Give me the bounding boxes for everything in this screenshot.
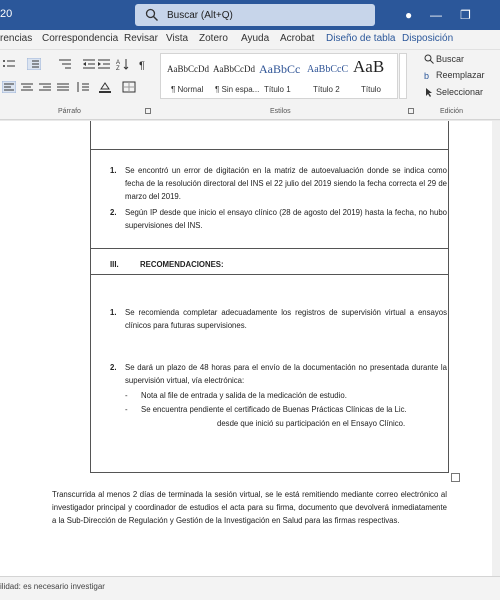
style-nospacing-preview[interactable]: AaBbCcDd xyxy=(213,64,255,74)
tab-referencias[interactable]: rencias xyxy=(0,33,33,44)
select-button[interactable]: Seleccionar xyxy=(436,87,484,97)
group-label-estilos: Estilos xyxy=(270,108,291,115)
list-item: Se encontró un error de digitación en la matriz de autoevaluación donde se indica como fecha de la resolución directoral del INS el 22 julio del 2019 siendo la fecha correcta el 29 de marzo del 2019. xyxy=(125,166,447,201)
section-number: III. xyxy=(110,260,119,269)
estilos-launcher-icon[interactable] xyxy=(408,108,414,114)
sub-list-continuation: desde que inició su participación en el Ensayo Clínico. xyxy=(217,419,406,428)
replace-button[interactable]: Reemplazar xyxy=(436,70,485,80)
borders-icon[interactable] xyxy=(122,81,136,93)
vertical-scrollbar[interactable] xyxy=(492,121,500,576)
bullets-icon[interactable] xyxy=(2,58,16,70)
maximize-button[interactable]: ❐ xyxy=(460,8,471,22)
tab-acrobat[interactable]: Acrobat xyxy=(280,33,315,44)
tab-vista[interactable]: Vista xyxy=(166,33,189,44)
decrease-indent-icon[interactable] xyxy=(82,58,96,70)
list-number: 1. xyxy=(110,166,117,175)
find-button[interactable]: Buscar xyxy=(436,54,465,64)
list-number: 2. xyxy=(110,208,117,217)
title-bar xyxy=(0,0,500,30)
document-title: 20 xyxy=(0,8,13,20)
group-label-parrafo: Párrafo xyxy=(58,108,81,115)
tab-disposicion[interactable]: Disposición xyxy=(402,33,454,44)
svg-text:A: A xyxy=(116,60,121,66)
multilevel-list-icon[interactable] xyxy=(58,58,72,70)
style-title-preview[interactable]: AaB xyxy=(353,57,385,76)
list-number: 1. xyxy=(110,308,117,317)
list-number: 2. xyxy=(110,363,117,372)
pilcrow-icon[interactable] xyxy=(136,58,150,70)
style-nospacing-name[interactable]: ¶ Sin espa... xyxy=(215,85,260,94)
style-heading2-name[interactable]: Título 2 xyxy=(313,85,340,94)
list-item: Se dará un plazo de 48 horas para el envío de la documentación no presentada durante la supervisión virtual, vía electrónica: xyxy=(125,363,447,385)
table-row-divider xyxy=(90,274,449,275)
sub-list-item: Se encuentra pendiente el certificado de Buenas Prácticas Clínicas de la Lic. xyxy=(141,405,407,414)
ribbon-tabs xyxy=(0,30,500,50)
line-spacing-icon[interactable] xyxy=(76,81,90,93)
replace-icon xyxy=(424,70,434,80)
search-box[interactable] xyxy=(135,4,375,26)
select-icon xyxy=(424,87,434,97)
ribbon xyxy=(0,50,500,120)
table-row-divider xyxy=(90,248,449,249)
styles-scroll[interactable] xyxy=(399,53,407,99)
style-heading1-preview[interactable]: AaBbCc xyxy=(259,62,301,76)
styles-gallery xyxy=(160,53,398,99)
group-label-edicion: Edición xyxy=(440,108,463,115)
align-left-icon[interactable] xyxy=(2,81,16,93)
table-row-divider xyxy=(90,149,449,150)
search-placeholder: Buscar (Alt+Q) xyxy=(167,9,233,21)
style-title-name[interactable]: Título xyxy=(361,85,382,94)
align-center-icon[interactable] xyxy=(20,81,34,93)
numbering-icon[interactable] xyxy=(27,58,41,70)
style-normal-preview[interactable]: AaBbCcDd xyxy=(167,64,209,74)
table-resize-handle[interactable] xyxy=(451,473,460,482)
align-right-icon[interactable] xyxy=(38,81,52,93)
list-item: Según IP desde que inicio el ensayo clínico (28 de agosto del 2019) hasta la fecha, no hubo supervisiones del INS. xyxy=(125,208,447,230)
svg-text:b: b xyxy=(424,71,430,80)
sub-list-item: Nota al file de entrada y salida de la medicación de estudio. xyxy=(141,391,347,400)
justify-icon[interactable] xyxy=(56,81,70,93)
style-heading2-preview[interactable]: AaBbCcC xyxy=(307,64,349,75)
dash-bullet: - xyxy=(125,391,128,400)
tab-zotero[interactable]: Zotero xyxy=(199,33,228,44)
svg-text:Z: Z xyxy=(116,66,120,70)
search-icon xyxy=(145,8,159,22)
status-bar xyxy=(0,576,500,600)
increase-indent-icon[interactable] xyxy=(97,58,111,70)
profile-icon[interactable]: ● xyxy=(405,8,413,22)
parrafo-launcher-icon[interactable] xyxy=(145,108,151,114)
svg-text:¶: ¶ xyxy=(139,60,145,70)
tab-diseno-de-tabla[interactable]: Diseño de tabla xyxy=(326,33,396,44)
minimize-button[interactable]: — xyxy=(430,8,442,22)
find-icon xyxy=(424,54,434,64)
section-title: RECOMENDACIONES: xyxy=(140,260,224,269)
accessibility-status[interactable]: ilidad: es necesario investigar xyxy=(0,582,105,591)
tab-revisar[interactable]: Revisar xyxy=(124,33,158,44)
dash-bullet: - xyxy=(125,405,128,414)
style-normal-name[interactable]: ¶ Normal xyxy=(171,85,204,94)
tab-correspondencia[interactable]: Correspondencia xyxy=(42,33,119,44)
style-heading1-name[interactable]: Título 1 xyxy=(264,85,291,94)
sort-icon[interactable] xyxy=(116,58,130,70)
closing-paragraph: Transcurrida al menos 2 días de terminada la sesión virtual, se le está remitiendo mediante correo electrónico al investigador principal y coordinador de estudios el acta para su firma, documento que devolverá inmediatamente a la Sub-Dirección de Regulación y Gestión de la Investigación en Salud para las firmas respectivas. xyxy=(52,490,447,525)
list-item: Se recomienda completar adecuadamente los registros de supervisión virtual a ensayos clínicos para futuras supervisiones. xyxy=(125,308,447,330)
tab-ayuda[interactable]: Ayuda xyxy=(241,33,270,44)
shading-icon[interactable] xyxy=(98,81,112,93)
